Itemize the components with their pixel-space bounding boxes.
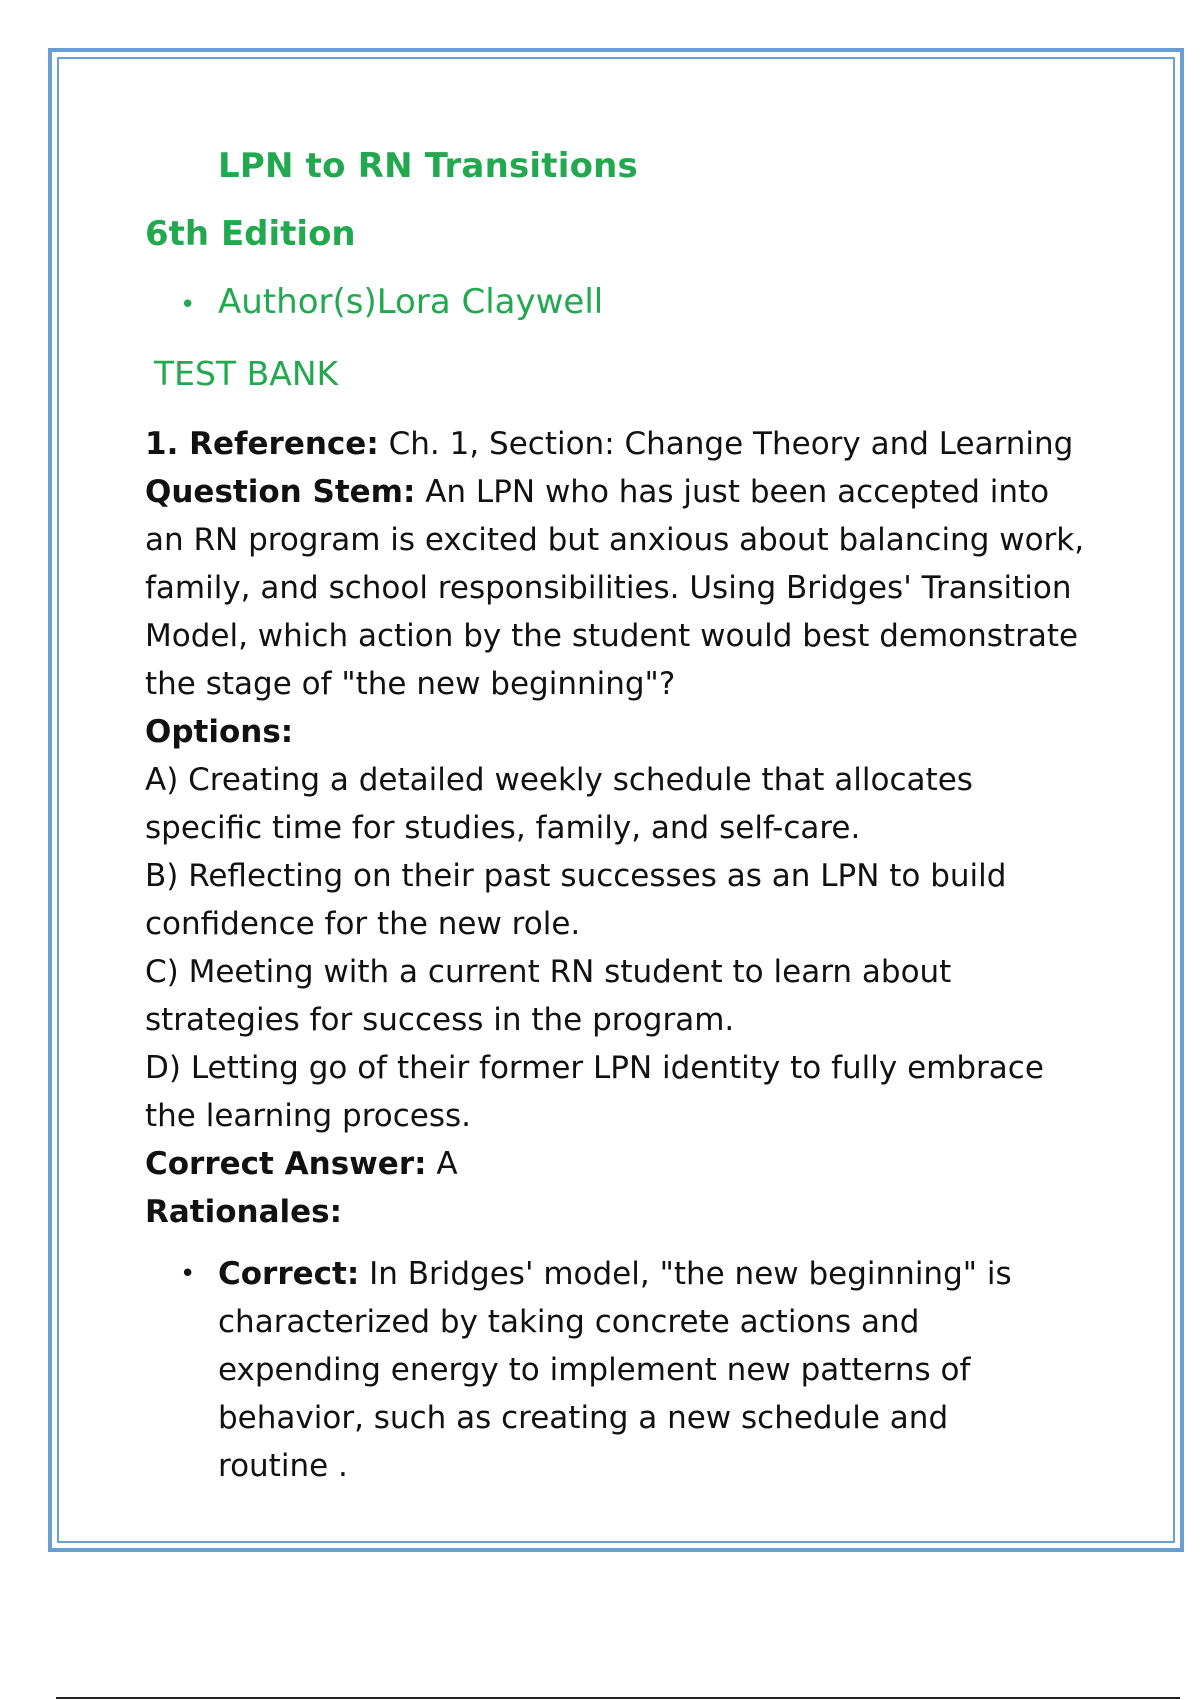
option-b: B) Reflecting on their past successes as an LPN to build confidence for the new role.	[145, 858, 1007, 942]
book-edition: 6th Edition	[145, 214, 356, 254]
author-name: Author(s)Lora Claywell	[218, 282, 604, 322]
option-d: D) Letting go of their former LPN identity to fully embrace the learning process.	[145, 1050, 1044, 1134]
option-c: C) Meeting with a current RN student to learn about strategies for success in the program.	[145, 954, 952, 1038]
question-block	[145, 420, 1095, 1236]
rationale-correct-label: Correct:	[218, 1256, 360, 1292]
rationale-correct-text: In Bridges' model, "the new beginning" is characterized by taking concrete actions and expending energy to implement new patterns of behavior, such as creating a new schedule and routine .	[218, 1256, 1012, 1484]
rationales-label: Rationales:	[145, 1194, 343, 1230]
rationale-list-item	[180, 1250, 1060, 1490]
reference-text: Ch. 1, Section: Change Theory and Learning	[378, 426, 1074, 462]
bullet-icon: •	[180, 290, 196, 320]
option-a: A) Creating a detailed weekly schedule that allocates specific time for studies, family, and self-care.	[145, 762, 973, 846]
correct-answer-line	[145, 1140, 1095, 1188]
page-bottom-rule	[56, 1697, 1180, 1699]
book-title: LPN to RN Transitions	[218, 146, 638, 186]
rationale-text	[218, 1250, 1060, 1490]
question-stem	[145, 468, 1095, 708]
question-stem-label: Question Stem:	[145, 474, 416, 510]
correct-answer-value: A	[426, 1146, 458, 1182]
reference-line	[145, 420, 1095, 468]
reference-label: 1. Reference:	[145, 426, 379, 462]
author-list-item	[180, 282, 603, 322]
test-bank-heading: TEST BANK	[154, 354, 339, 393]
question-stem-text: An LPN who has just been accepted into an RN program is excited but anxious about balancing work, family, and school responsibilities. Using Bridges' Transition Model, which action by the student would best demonstrate the stage of "the new beginning"?	[145, 474, 1085, 702]
options-label: Options:	[145, 714, 294, 750]
bullet-icon: •	[180, 1259, 196, 1289]
correct-answer-label: Correct Answer:	[145, 1146, 427, 1182]
